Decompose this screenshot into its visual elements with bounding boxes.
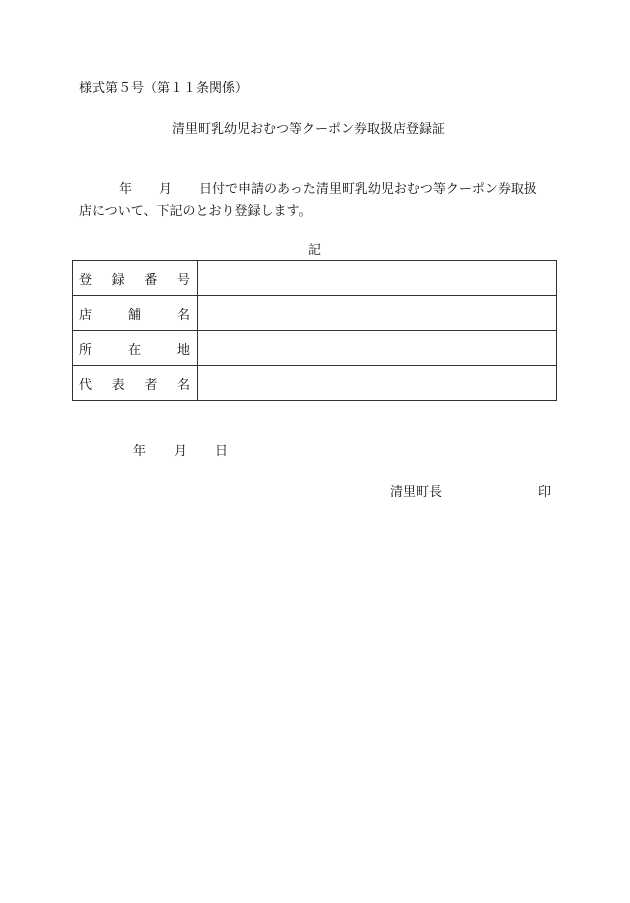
label-char: 表 [111, 377, 125, 393]
label-char: 店 [79, 307, 93, 323]
body-text-line-2: 店について、下記のとおり登録します。 [79, 204, 312, 219]
value-store-name[interactable] [198, 296, 557, 331]
label-representative [73, 366, 198, 401]
label-char: 登 [79, 272, 93, 288]
table-row-store-name [73, 296, 557, 331]
body-text-line-1 [79, 183, 537, 196]
value-representative[interactable] [198, 366, 557, 401]
label-char: 所 [79, 342, 93, 358]
application-year-label: 年 [119, 182, 133, 197]
issue-month-label: 月 [174, 444, 188, 459]
label-char: 名 [176, 377, 190, 393]
label-char: 番 [144, 272, 158, 288]
label-char: 在 [127, 342, 141, 358]
label-char: 名 [176, 307, 190, 323]
label-char: 地 [176, 342, 190, 358]
label-char: 者 [144, 377, 158, 393]
seal-mark: 印 [538, 485, 552, 500]
value-registration-number[interactable] [198, 261, 557, 296]
issue-day-label: 日 [215, 444, 229, 459]
issuer-name: 清里町長 [390, 485, 443, 500]
table-row-representative [73, 366, 557, 401]
ki-heading: 記 [308, 243, 322, 258]
body-text-line-1-rest: 日付で申請のあった清里町乳幼児おむつ等クーポン券取扱 [199, 182, 537, 197]
label-char: 号 [176, 272, 190, 288]
label-char: 録 [111, 272, 125, 288]
label-address [73, 331, 198, 366]
value-address[interactable] [198, 331, 557, 366]
label-registration-number [73, 261, 198, 296]
document-title: 清里町乳幼児おむつ等クーポン券取扱店登録証 [172, 122, 446, 137]
label-char: 代 [79, 377, 93, 393]
table-row-registration-number [73, 261, 557, 296]
application-month-label: 月 [159, 182, 173, 197]
issue-date [133, 445, 228, 458]
label-store-name [73, 296, 198, 331]
label-char: 舗 [127, 307, 141, 323]
registration-table [72, 260, 557, 401]
issue-year-label: 年 [133, 444, 147, 459]
form-number: 様式第５号（第１１条関係） [79, 81, 249, 96]
table-row-address [73, 331, 557, 366]
